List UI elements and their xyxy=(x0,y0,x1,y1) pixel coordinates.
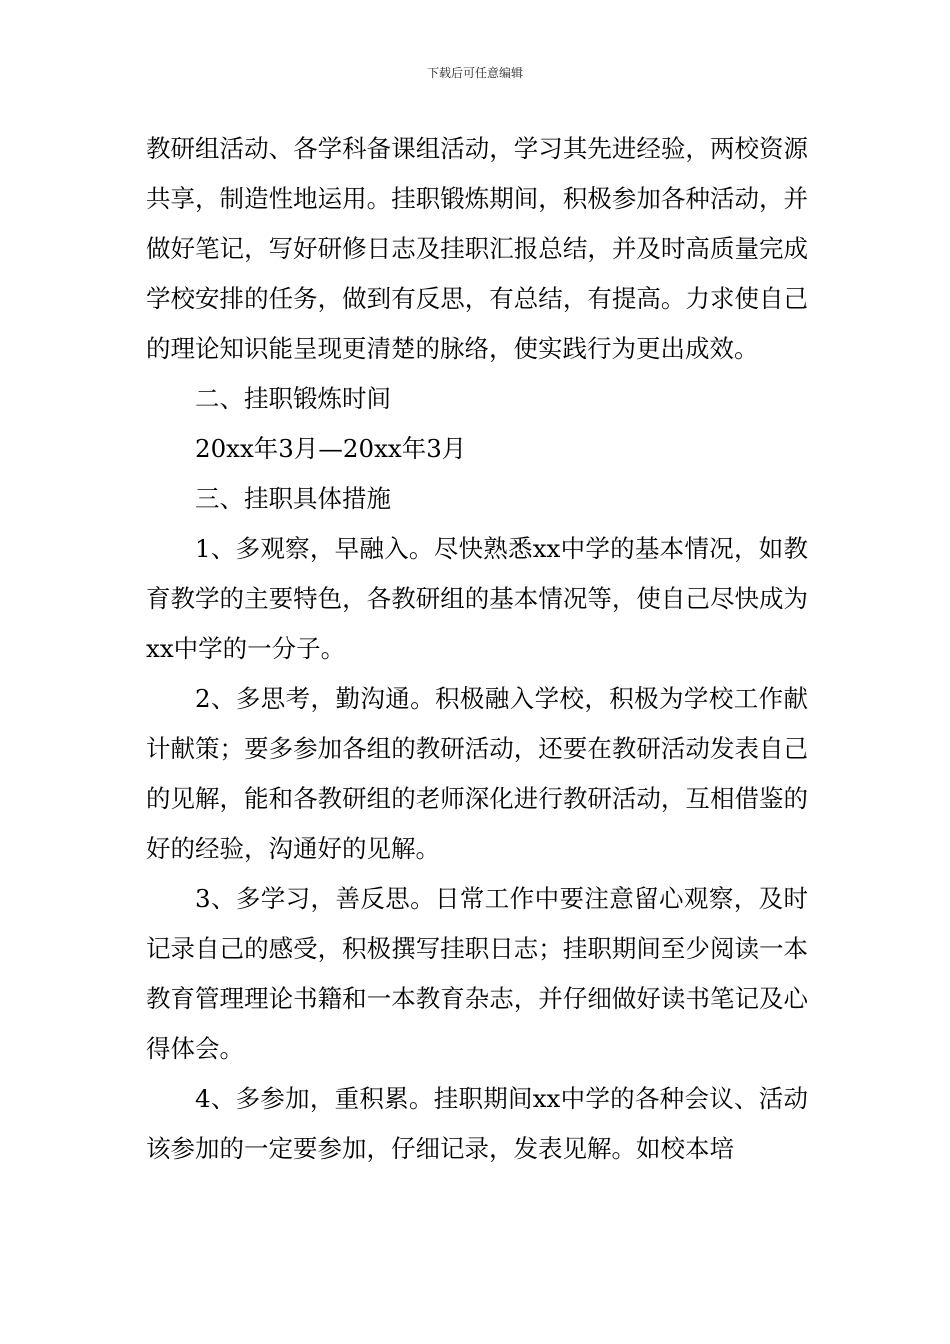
paragraph-1: 教研组活动、各学科备课组活动，学习其先进经验，两校资源共享，制造性地运用。挂职锻炼期间，积极参加各种活动，并做好笔记，写好研修日志及挂职汇报总结，并及时高质量完成学校安排的任务，做到有反思，有总结，有提高。力求使自己的理论知识能呈现更清楚的脉络，使实践行为更出成效。 xyxy=(146,134,808,363)
document-body xyxy=(146,124,808,1174)
header-note: 下载后可任意编辑 xyxy=(426,66,523,80)
measure-3-paragraph: 3、多学习，善反思。日常工作中要注意留心观察，及时记录自己的感受，积极撰写挂职日志；挂职期间至少阅读一本教育管理理论书籍和一本教育杂志，并仔细做好读书笔记及心得体会。 xyxy=(146,884,808,1063)
section-heading-3: 三、挂职具体措施 xyxy=(195,484,391,513)
measure-2-paragraph: 2、多思考，勤沟通。积极融入学校，积极为学校工作献计献策；要多参加各组的教研活动，还要在教研活动发表自己的见解，能和各教研组的老师深化进行教研活动，互相借鉴的好的经验，沟通好的见解。 xyxy=(146,684,808,863)
date-range: 20xx年3月—20xx年3月 xyxy=(195,434,467,463)
measure-1-paragraph: 1、多观察，早融入。尽快熟悉xx中学的基本情况，如教育教学的主要特色，各教研组的基本情况等，使自己尽快成为xx中学的一分子。 xyxy=(146,534,808,663)
section-heading-2: 二、挂职锻炼时间 xyxy=(195,384,391,413)
measure-4-paragraph: 4、多参加，重积累。挂职期间xx中学的各种会议、活动该参加的一定要参加，仔细记录，发表见解。如校本培 xyxy=(146,1084,808,1163)
